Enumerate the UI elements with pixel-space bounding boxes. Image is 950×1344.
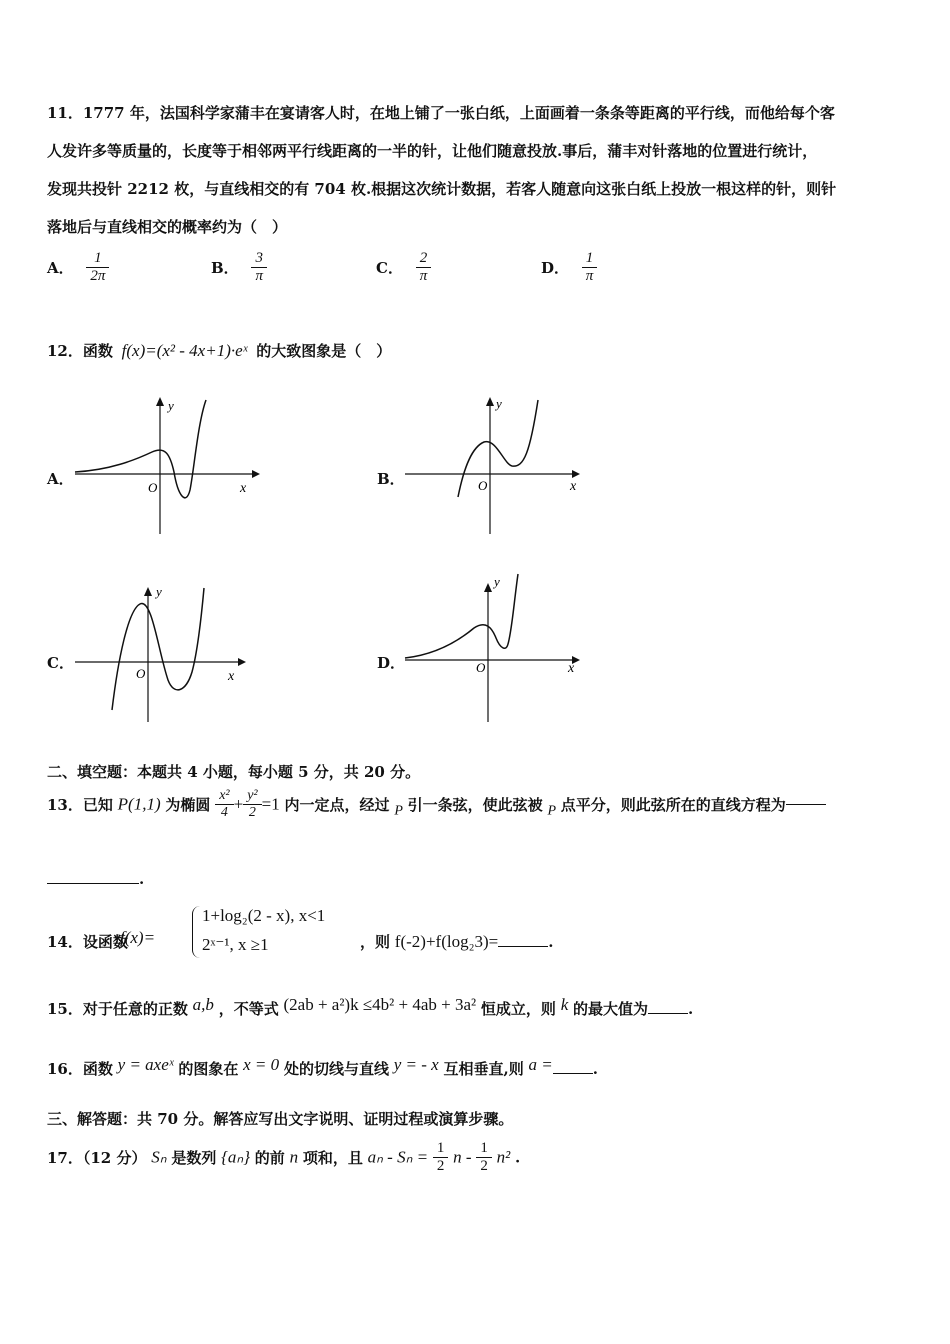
q14-case1: 1+log₂(2 - x), x<1 bbox=[202, 906, 326, 925]
q11-option-c: C． $\frac{2}{\pi}$ bbox=[376, 250, 431, 285]
graph-a bbox=[70, 392, 260, 537]
svg-text:y: y bbox=[156, 584, 162, 599]
q13-line2: . bbox=[47, 870, 144, 888]
q11-line4: 落地后与直线相交的概率约为（ ） bbox=[47, 218, 288, 236]
svg-text:x: x bbox=[240, 481, 247, 496]
svg-text:O: O bbox=[148, 480, 158, 495]
q14-case2: 2ˣ⁻¹, x ≥1 bbox=[202, 935, 269, 954]
graph-b-label: B． bbox=[377, 470, 405, 488]
svg-text:x: x bbox=[570, 479, 577, 494]
q14-fx: f(x)= bbox=[120, 928, 156, 947]
q14-prefix: 14．设函数 bbox=[47, 933, 128, 951]
q13-answer-blank-2[interactable] bbox=[47, 883, 139, 884]
section2-heading: 二、填空题：本题共 4 小题，每小题 5 分，共 20 分。 bbox=[47, 763, 421, 781]
q11-line3: 发现共投针 2212 枚，与直线相交的有 704 枚.根据这次统计数据，若客人随意向这张白纸上投放一根这样的针，则针 bbox=[47, 180, 837, 198]
svg-text:y: y bbox=[494, 574, 500, 589]
svg-text:x: x bbox=[228, 669, 235, 684]
graph-b bbox=[400, 392, 590, 537]
q11-option-d: D． $\frac{1}{\pi}$ bbox=[541, 250, 597, 285]
graph-d bbox=[400, 572, 590, 724]
q16-stem: 16．函数 y = axeˣ 的图象在 x = 0 处的切线与直线 y = - x 互相垂直,则 a = . bbox=[47, 1055, 598, 1078]
q11-option-a: A． $\frac{1}{2\pi}$ bbox=[47, 250, 109, 285]
q11-line1: 11．1777 年，法国科学家蒲丰在宴请客人时，在地上铺了一张白纸，上面画着一条条等距离的平行线，而他给每个客 bbox=[47, 104, 835, 122]
q12-stem: 12．函数 f(x)=(x² - 4x+1)·eˣ 的大致图象是（ ） bbox=[47, 341, 392, 360]
q14-tail: ，则 f(-2)+f(log₂3)= . bbox=[360, 932, 554, 951]
q15-answer-blank[interactable] bbox=[648, 1013, 688, 1014]
q14-brace bbox=[192, 906, 201, 958]
q17-stem: 17．（12 分） Sₙ 是数列 {aₙ} 的前 n 项和，且 aₙ - Sₙ = $\frac{1}{2}$ n - $\frac{1}{2}$ n² . bbox=[47, 1140, 521, 1174]
svg-text:O: O bbox=[476, 660, 486, 675]
q13-answer-blank-1[interactable] bbox=[786, 804, 826, 805]
graph-c bbox=[70, 580, 260, 725]
section3-heading: 三、解答题：共 70 分。解答应写出文字说明、证明过程或演算步骤。 bbox=[47, 1110, 514, 1128]
q13-stem: 13．已知 P(1,1) 为椭圆 $\frac{\text{x²}}{4}$ + $\frac{\text{y²}}{2}$ =1 内一定点，经过 P 引一条弦，使此弦被 P 点平分，则此弦所在的直线方程为 bbox=[47, 788, 826, 821]
q15-stem: 15．对于任意的正数 a,b ，不等式 (2ab + a²)k ≤4b² + 4ab + 3a² 恒成立，则 k 的最大值为 . bbox=[47, 995, 694, 1018]
graph-c-label: C． bbox=[47, 654, 74, 672]
q11-line2: 人发许多等质量的，长度等于相邻两平行线距离的一半的针，让他们随意投放.事后，蒲丰对针落地的位置进行统计， bbox=[47, 142, 818, 160]
svg-text:x: x bbox=[568, 661, 575, 676]
svg-text:O: O bbox=[478, 478, 488, 493]
graph-d-label: D． bbox=[377, 654, 406, 672]
svg-text:y: y bbox=[168, 398, 174, 413]
q14-answer-blank[interactable] bbox=[498, 946, 548, 947]
q16-answer-blank[interactable] bbox=[553, 1073, 593, 1074]
q11-option-b: B． $\frac{3}{\pi}$ bbox=[211, 250, 267, 285]
svg-text:y: y bbox=[496, 396, 502, 411]
graph-a-label: A． bbox=[47, 470, 74, 488]
svg-text:O: O bbox=[136, 666, 146, 681]
